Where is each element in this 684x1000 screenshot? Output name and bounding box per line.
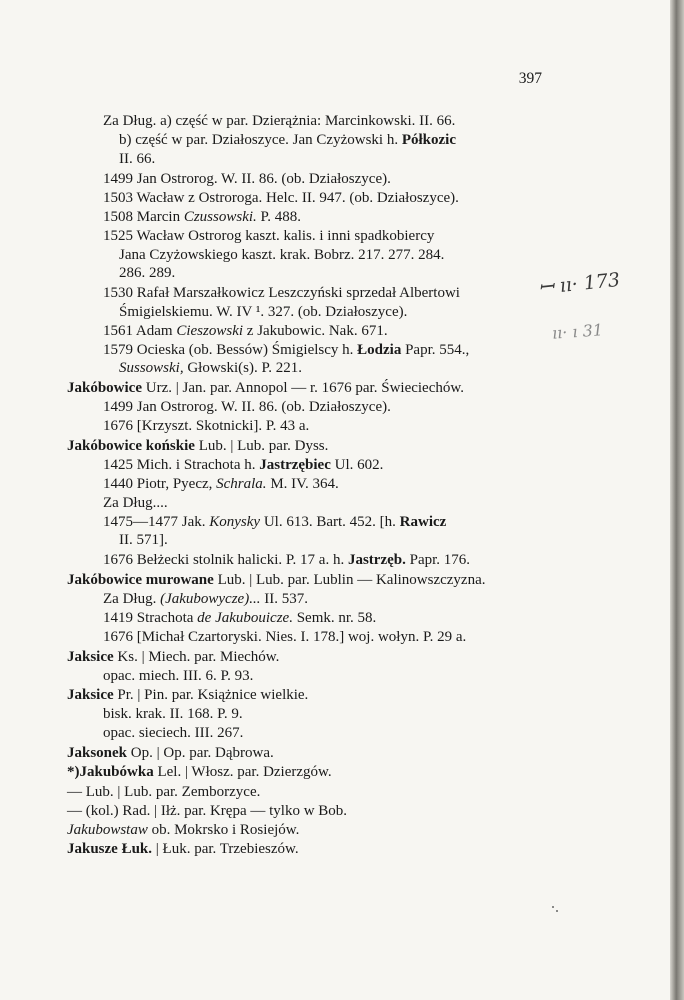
- text-segment: opac. sieciech. III. 267.: [103, 725, 244, 741]
- bold-entry-term: Jaksice: [67, 687, 114, 703]
- text-line: [119, 531, 168, 549]
- bold-entry-term: Jaksice: [67, 649, 114, 665]
- bold-entry-term: Łodzia: [357, 342, 402, 358]
- text-line: [103, 494, 168, 512]
- text-segment: opac. miech. III. 6. P. 93.: [103, 668, 254, 684]
- text-segment: Ul. 602.: [330, 457, 384, 473]
- text-segment: 1525 Wacław Ostrorog kaszt. kalis. i inni spadkobiercy: [103, 228, 435, 244]
- handwritten-margin-note-2: ıı· ı 31: [551, 320, 604, 343]
- text-line: [67, 821, 299, 839]
- text-line: [103, 341, 469, 359]
- text-segment: Lub. | Lub. par. Lublin — Kalinowszczyzna.: [213, 572, 486, 588]
- text-line: [103, 609, 376, 627]
- text-segment: P. 488.: [256, 209, 301, 225]
- text-segment: 286. 289.: [119, 265, 176, 281]
- text-line: [103, 189, 459, 207]
- text-line: [103, 475, 339, 493]
- text-segment: II. 571].: [119, 532, 168, 548]
- text-line: [103, 667, 253, 685]
- text-segment: 1440 Piotr, Pyecz,: [103, 476, 217, 492]
- text-line: [119, 246, 444, 264]
- text-line: [119, 359, 302, 377]
- text-line: [67, 686, 308, 704]
- text-line: [119, 150, 155, 168]
- text-line: [67, 648, 279, 666]
- paper-speck: [552, 906, 554, 908]
- text-line: [119, 131, 456, 149]
- bold-entry-term: *)Jakubówka: [67, 764, 154, 780]
- text-line: [103, 456, 383, 474]
- text-line: [67, 840, 299, 858]
- bold-entry-term: Jakóbowice murowane: [67, 572, 214, 588]
- text-segment: bisk. krak. II. 168. P. 9.: [103, 706, 243, 722]
- text-segment: | Łuk. par. Trzebieszów.: [152, 841, 299, 857]
- text-line: [103, 112, 455, 130]
- text-line: [67, 763, 332, 781]
- text-segment: Op. | Op. par. Dąbrowa.: [127, 745, 274, 761]
- text-segment: 1503 Wacław z Ostroroga. Helc. II. 947. (ob. Działoszyce).: [103, 190, 459, 206]
- text-segment: Za Dług....: [103, 495, 168, 511]
- text-segment: 1676 Bełżecki stolnik halicki. P. 17 a. h.: [103, 552, 348, 568]
- text-segment: Głowski(s). P. 221.: [183, 360, 302, 376]
- text-line: [103, 705, 243, 723]
- text-line: [67, 802, 347, 820]
- bold-entry-term: Rawicz: [399, 514, 447, 530]
- page-number: 397: [518, 70, 542, 87]
- text-segment: Lel. | Włosz. par. Dzierzgów.: [153, 764, 332, 780]
- text-segment: Papr. 554.,: [401, 342, 470, 358]
- text-line: [67, 783, 260, 801]
- bold-entry-term: Jakusze Łuk.: [67, 841, 153, 857]
- page-edge-shadow: [670, 0, 684, 1000]
- text-segment: Śmigielskiemu. W. IV ¹. 327. (ob. Działoszyce).: [119, 304, 408, 320]
- text-segment: 1508 Marcin: [103, 209, 184, 225]
- text-segment: Lub. | Lub. par. Dyss.: [194, 438, 329, 454]
- handwritten-margin-note-1: ꟷ ıı· 173: [537, 268, 622, 300]
- text-segment: 1499 Jan Ostrorog. W. II. 86. (ob. Działoszyce).: [103, 171, 391, 187]
- italic-text: Jakubowstaw: [67, 822, 148, 838]
- text-segment: 1425 Mich. i Strachota h.: [103, 457, 260, 473]
- text-segment: II. 66.: [119, 151, 156, 167]
- bold-entry-term: Jastrzęb.: [347, 552, 406, 568]
- text-segment: M. IV. 364.: [266, 476, 339, 492]
- text-segment: Ks. | Miech. par. Miechów.: [113, 649, 280, 665]
- text-line: [67, 744, 274, 762]
- text-segment: ob. Mokrsko i Rosiejów.: [147, 822, 300, 838]
- italic-text: (Jakubowycze)...: [160, 591, 261, 607]
- text-segment: 1475—1477 Jak.: [103, 514, 210, 530]
- text-segment: Semk. nr. 58.: [292, 610, 377, 626]
- italic-text: Sussowski,: [119, 360, 184, 376]
- text-segment: 1419 Strachota: [103, 610, 198, 626]
- text-line: [119, 303, 407, 321]
- text-line: [103, 322, 388, 340]
- text-segment: 1579 Ocieska (ob. Bessów) Śmigielscy h.: [103, 342, 358, 358]
- italic-text: Cieszowski: [176, 323, 244, 339]
- bold-entry-term: Półkozic: [401, 132, 456, 148]
- text-segment: 1676 [Michał Czartoryski. Nies. I. 178.] woj. wołyn. P. 29 a.: [103, 629, 467, 645]
- text-segment: Za Dług.: [103, 591, 161, 607]
- text-segment: b) część w par. Działoszyce. Jan Czyżowski h.: [119, 132, 402, 148]
- text-segment: Jana Czyżowskiego kaszt. krak. Bobrz. 217. 277. 284.: [119, 247, 445, 263]
- text-line: [103, 170, 391, 188]
- bold-entry-term: Jaksonek: [67, 745, 128, 761]
- bold-entry-term: Jastrzębiec: [259, 457, 331, 473]
- text-line: [103, 551, 470, 569]
- text-segment: — Lub. | Lub. par. Zemborzyce.: [67, 784, 261, 800]
- italic-text: Schrala.: [216, 476, 267, 492]
- text-line: [103, 513, 446, 531]
- text-line: [103, 590, 308, 608]
- text-line: [67, 437, 328, 455]
- text-segment: Ul. 613. Bart. 452. [h.: [260, 514, 400, 530]
- text-segment: 1499 Jan Ostrorog. W. II. 86. (ob. Działoszyce).: [103, 399, 391, 415]
- text-segment: z Jakubowic. Nak. 671.: [243, 323, 388, 339]
- text-line: [103, 724, 243, 742]
- text-segment: 1530 Rafał Marszałkowicz Leszczyński sprzedał Albertowi: [103, 285, 460, 301]
- italic-text: de Jakubouicze.: [197, 610, 293, 626]
- text-line: [67, 571, 486, 589]
- text-line: [103, 208, 301, 226]
- text-line: [103, 417, 309, 435]
- text-segment: II. 537.: [260, 591, 308, 607]
- text-segment: — (kol.) Rad. | Iłż. par. Krępa — tylko w Bob.: [67, 803, 348, 819]
- italic-text: Czussowski.: [183, 209, 257, 225]
- text-segment: Pr. | Pin. par. Książnice wielkie.: [113, 687, 309, 703]
- text-segment: 1676 [Krzyszt. Skotnicki]. P. 43 a.: [103, 418, 310, 434]
- text-segment: 1561 Adam: [103, 323, 177, 339]
- text-line: [103, 284, 460, 302]
- bold-entry-term: Jakóbowice: [67, 380, 142, 396]
- text-segment: Za Dług. a) część w par. Dzierążnia: Marcinkowski. II. 66.: [103, 113, 456, 129]
- italic-text: Konysky: [209, 514, 261, 530]
- bold-entry-term: Jakóbowice końskie: [67, 438, 195, 454]
- text-segment: Urz. | Jan. par. Annopol — r. 1676 par. Świeciechów.: [142, 380, 464, 396]
- paper-speck: [556, 910, 558, 912]
- text-segment: Papr. 176.: [405, 552, 471, 568]
- text-line: [103, 398, 391, 416]
- text-line: [67, 379, 464, 397]
- text-line: [103, 227, 434, 245]
- text-line: [119, 264, 175, 282]
- text-line: [103, 628, 466, 646]
